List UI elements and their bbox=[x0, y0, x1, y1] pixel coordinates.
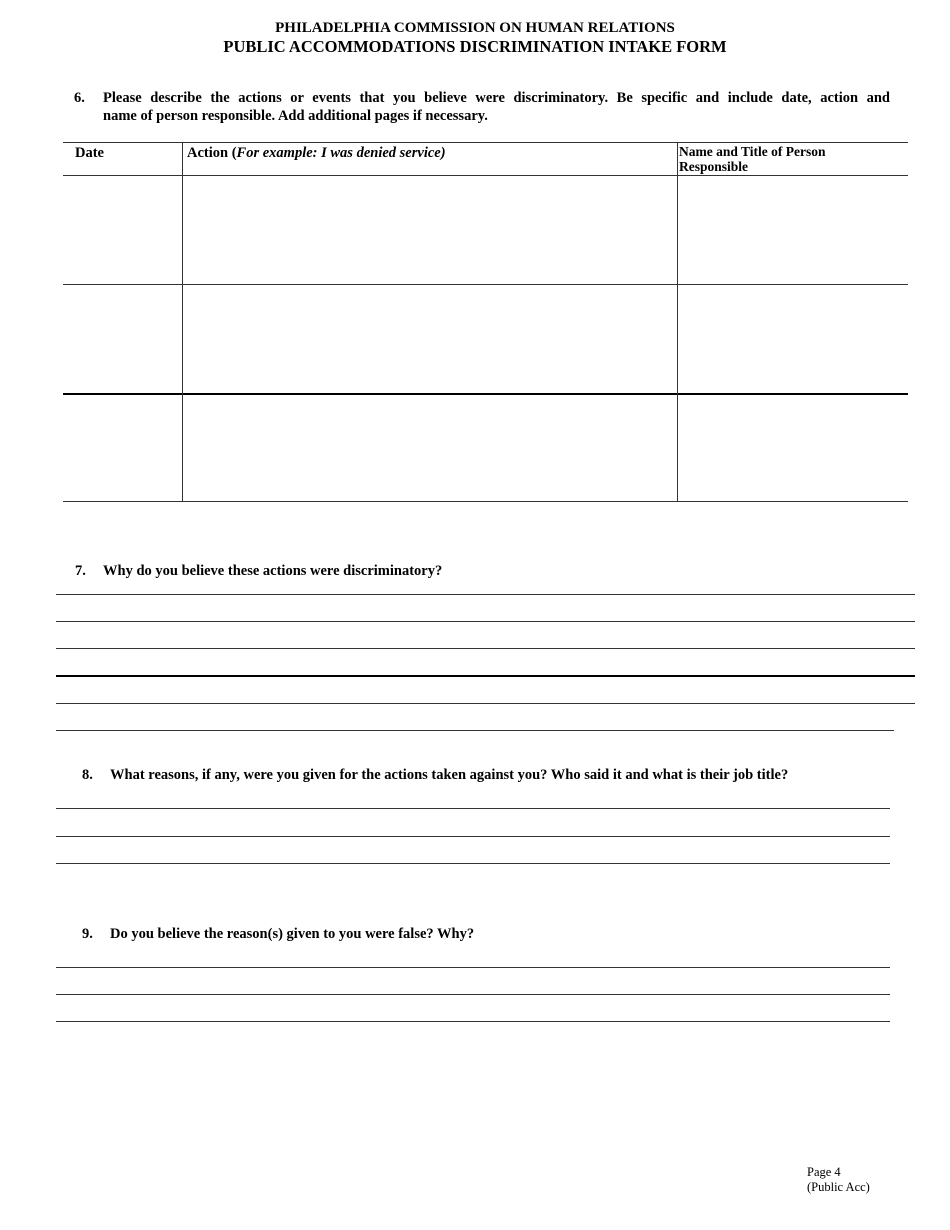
answer-line[interactable] bbox=[56, 675, 915, 677]
commission-name: PHILADELPHIA COMMISSION ON HUMAN RELATIONS bbox=[275, 20, 675, 36]
table-row-1-date-cell[interactable] bbox=[64, 177, 181, 283]
answer-line[interactable] bbox=[56, 994, 890, 995]
answer-line[interactable] bbox=[56, 621, 915, 622]
table-row-3-action-cell[interactable] bbox=[184, 395, 676, 500]
question-6-number: 6. bbox=[74, 90, 85, 106]
question-7-number: 7. bbox=[75, 563, 86, 579]
column-header-action-example: For example: I was denied service) bbox=[236, 145, 446, 161]
table-bottom-border bbox=[63, 501, 908, 502]
question-9-text: Do you believe the reason(s) given to you were false? Why? bbox=[110, 926, 475, 942]
page-number: Page 4 bbox=[807, 1165, 841, 1179]
question-6-line-2: name of person responsible. Add additional pages if necessary. bbox=[103, 108, 488, 124]
form-title: PUBLIC ACCOMMODATIONS DISCRIMINATION INTAKE FORM bbox=[223, 37, 727, 56]
answer-line[interactable] bbox=[56, 594, 915, 595]
form-section-label: (Public Acc) bbox=[807, 1180, 870, 1194]
question-9-number: 9. bbox=[82, 926, 93, 942]
table-row-2-name-cell[interactable] bbox=[679, 286, 907, 392]
answer-line[interactable] bbox=[56, 967, 890, 968]
table-top-border bbox=[63, 142, 908, 143]
answer-line[interactable] bbox=[56, 863, 890, 864]
column-header-name-line-2: Responsible bbox=[679, 159, 749, 174]
column-header-date: Date bbox=[75, 145, 104, 161]
question-6-text bbox=[103, 89, 890, 125]
answer-line[interactable] bbox=[56, 808, 890, 809]
table-row-3-name-cell[interactable] bbox=[679, 395, 907, 500]
table-header-border bbox=[63, 175, 908, 176]
answer-line[interactable] bbox=[56, 730, 894, 731]
column-header-action bbox=[187, 145, 446, 161]
table-column-divider bbox=[182, 142, 183, 502]
page-footer bbox=[807, 1165, 870, 1195]
table-row-1-name-cell[interactable] bbox=[679, 177, 907, 283]
question-6-line-1: Please describe the actions or events that you believe were discriminatory. Be specific and include date, action and bbox=[103, 90, 890, 106]
question-7-text: Why do you believe these actions were discriminatory? bbox=[103, 563, 443, 579]
answer-line[interactable] bbox=[56, 836, 890, 837]
column-header-name-title bbox=[679, 144, 899, 174]
table-row-3-date-cell[interactable] bbox=[64, 395, 181, 500]
table-column-divider bbox=[677, 142, 678, 502]
answer-line[interactable] bbox=[56, 1021, 890, 1022]
question-8-text: What reasons, if any, were you given for the actions taken against you? Who said it and what is their job title? bbox=[110, 767, 789, 783]
answer-line[interactable] bbox=[56, 703, 915, 704]
table-row-1-action-cell[interactable] bbox=[184, 177, 676, 283]
column-header-action-prefix: Action ( bbox=[187, 145, 237, 161]
column-header-name-line-1: Name and Title of Person bbox=[679, 144, 826, 159]
table-row-border bbox=[63, 284, 908, 285]
table-row-2-action-cell[interactable] bbox=[184, 286, 676, 392]
question-8-number: 8. bbox=[82, 767, 93, 783]
table-row-2-date-cell[interactable] bbox=[64, 286, 181, 392]
answer-line[interactable] bbox=[56, 648, 915, 649]
